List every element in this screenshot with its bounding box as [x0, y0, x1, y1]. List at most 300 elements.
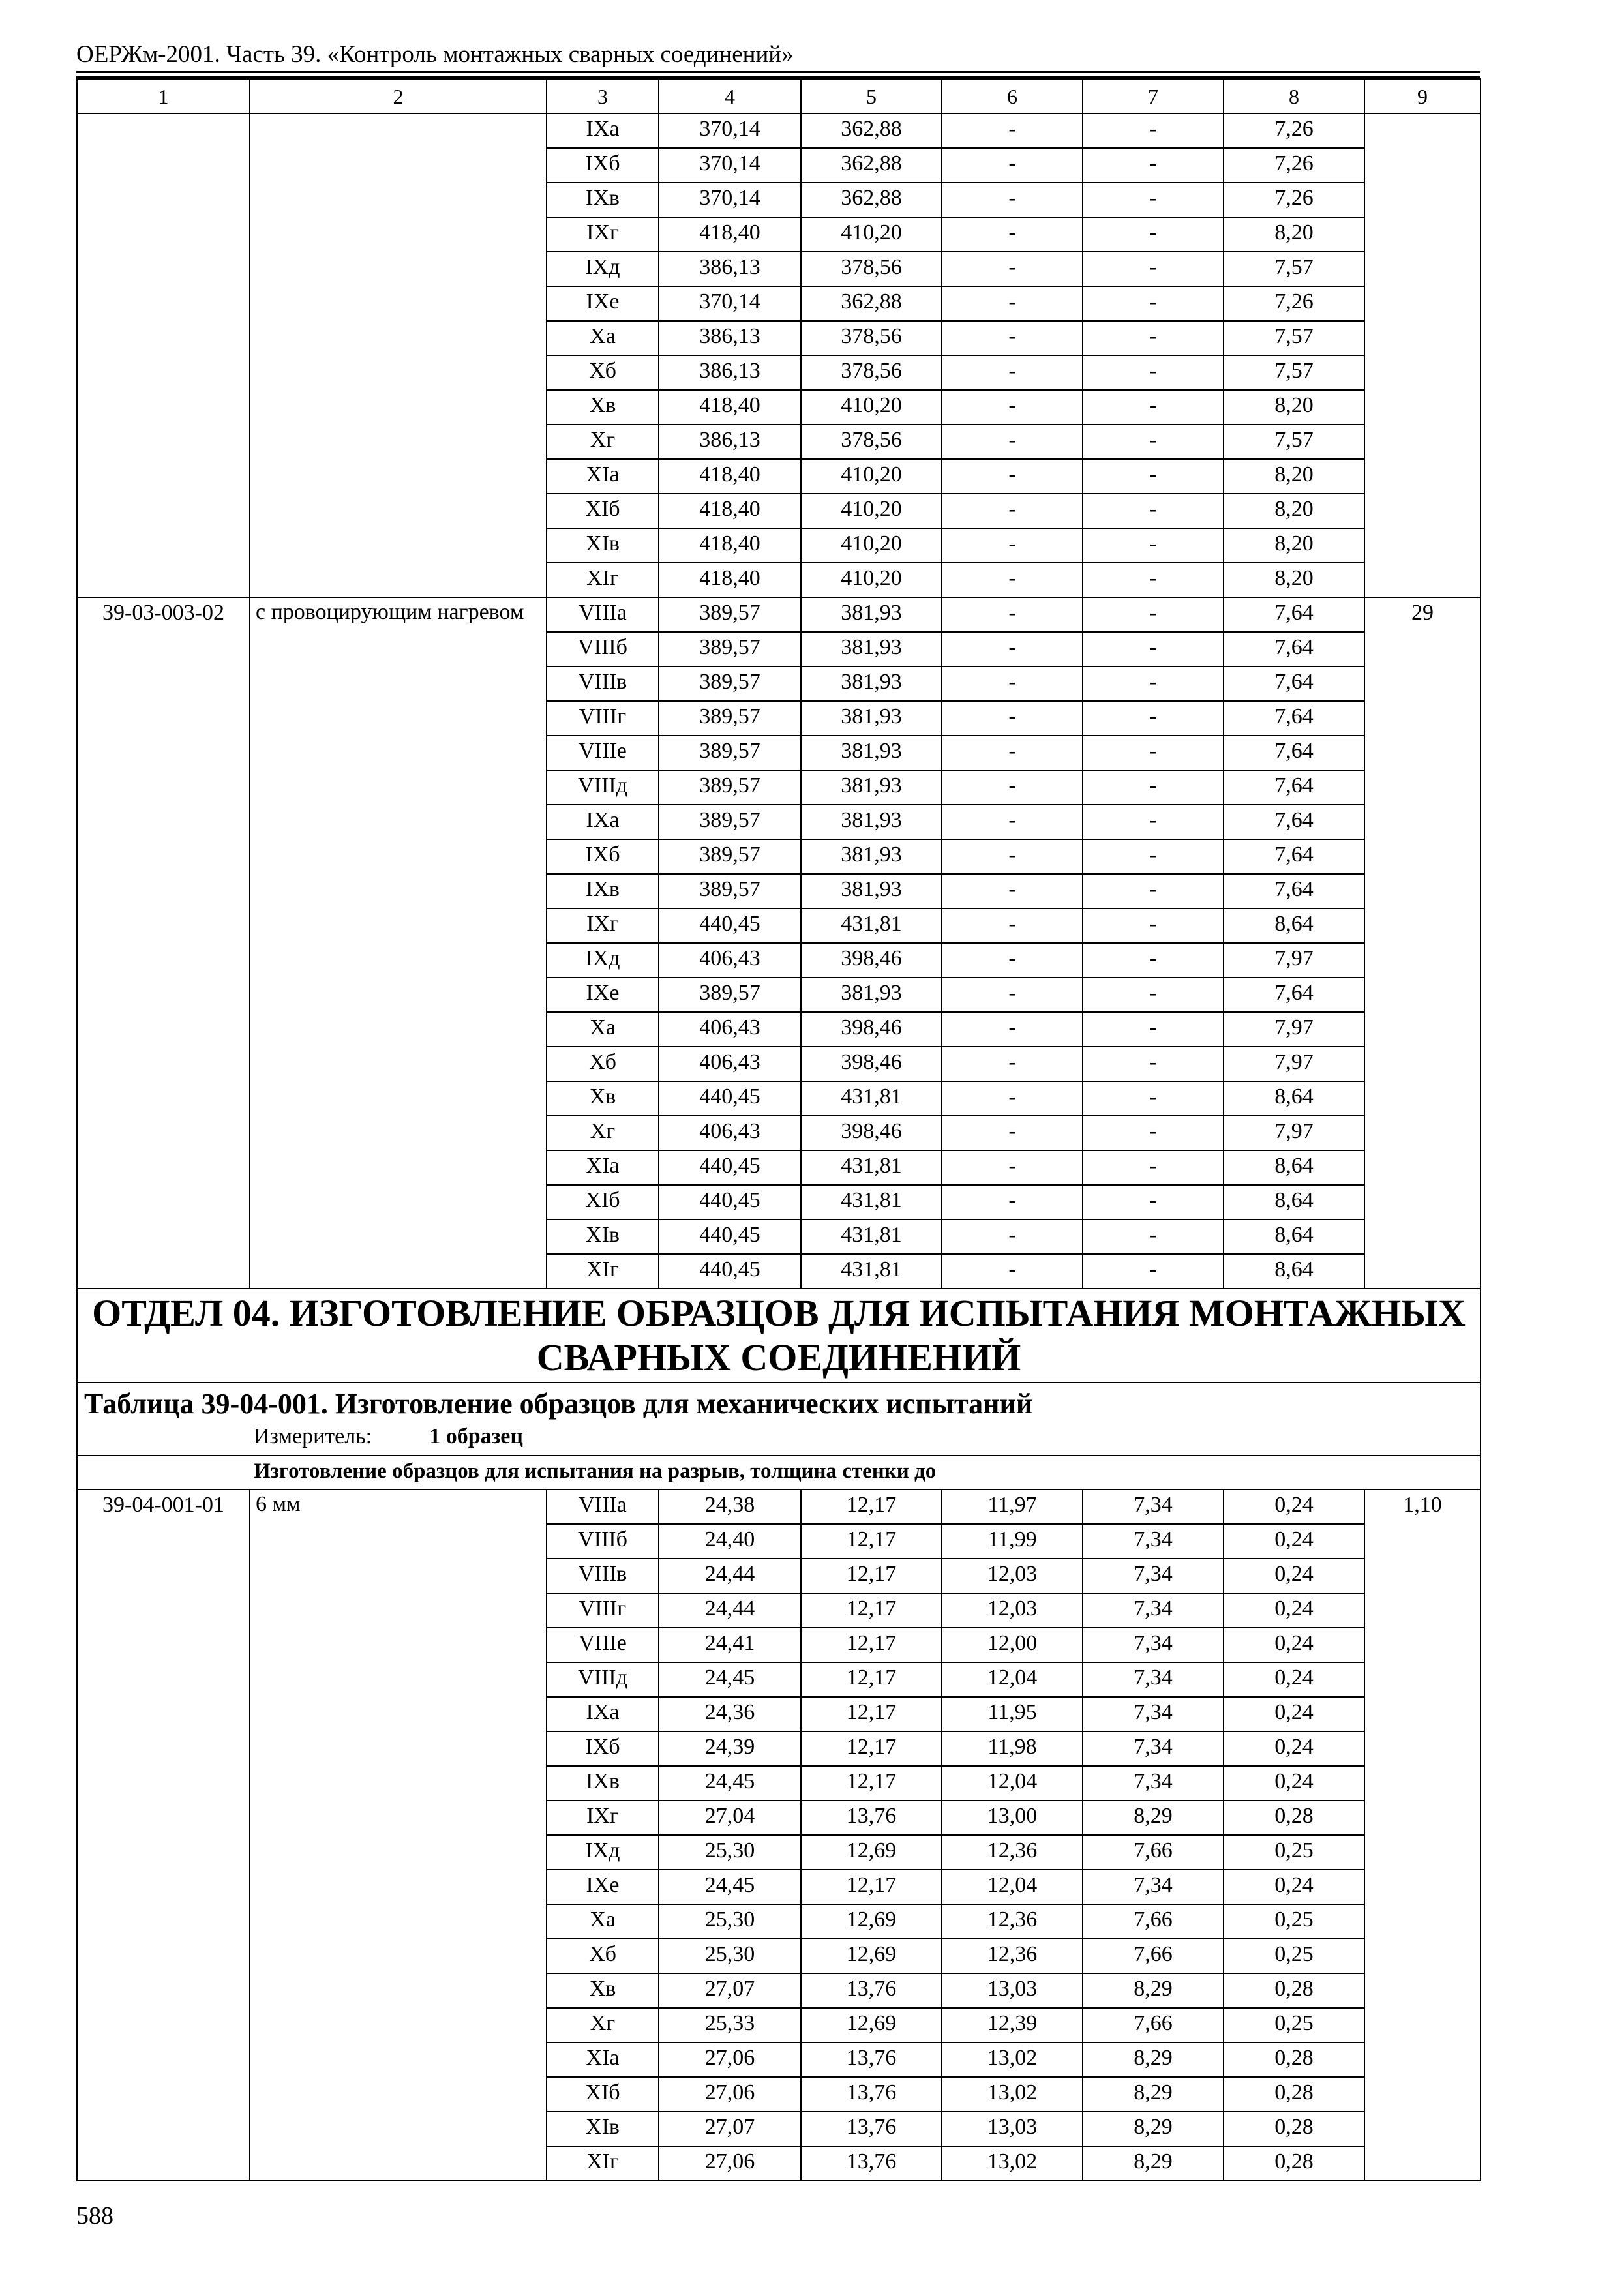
grade-cell: Xа — [547, 1012, 659, 1047]
value-cell-col4: 440,45 — [659, 1081, 801, 1116]
table-row — [77, 113, 1481, 148]
value-cell-col4: 418,40 — [659, 494, 801, 528]
table-title-row — [77, 1383, 1481, 1456]
value-cell-col8: 0,24 — [1224, 1628, 1364, 1662]
value-cell-col8: 8,64 — [1224, 908, 1364, 943]
value-cell-col5: 381,93 — [801, 874, 942, 908]
value-cell-col7: - — [1083, 1012, 1224, 1047]
work-description — [250, 113, 547, 597]
value-cell-col8: 7,97 — [1224, 1047, 1364, 1081]
value-cell-col6: - — [942, 1219, 1083, 1254]
value-cell-col6: - — [942, 978, 1083, 1012]
value-cell-col5: 431,81 — [801, 1150, 942, 1185]
value-cell-col5: 410,20 — [801, 563, 942, 597]
value-cell-col5: 431,81 — [801, 1219, 942, 1254]
table-title: Таблица 39-04-001. Изготовление образцов для механических испытаний — [84, 1388, 1033, 1420]
grade-cell: Xг — [547, 2008, 659, 2042]
grade-cell: VIIIв — [547, 1559, 659, 1593]
value-cell-col4: 406,43 — [659, 1116, 801, 1150]
value-cell-col6: 13,03 — [942, 1973, 1083, 2008]
grade-cell: IXа — [547, 113, 659, 148]
value-cell-col6: - — [942, 1254, 1083, 1289]
column-number: 7 — [1083, 79, 1224, 113]
value-cell-col8: 7,64 — [1224, 632, 1364, 666]
value-cell-col8: 7,64 — [1224, 701, 1364, 736]
grade-cell: IXа — [547, 805, 659, 839]
column-number: 4 — [659, 79, 801, 113]
value-cell-col5: 381,93 — [801, 666, 942, 701]
value-cell-col4: 440,45 — [659, 908, 801, 943]
value-cell-col4: 370,14 — [659, 183, 801, 217]
grade-cell: XIв — [547, 528, 659, 563]
value-cell-col5: 381,93 — [801, 597, 942, 632]
value-cell-col5: 431,81 — [801, 1254, 942, 1289]
subhead-row — [77, 1456, 1481, 1489]
value-cell-col5: 12,69 — [801, 1939, 942, 1973]
value-cell-col4: 440,45 — [659, 1254, 801, 1289]
value-cell-col6: 11,98 — [942, 1731, 1083, 1766]
grade-cell: IXг — [547, 1801, 659, 1835]
value-cell-col5: 12,17 — [801, 1731, 942, 1766]
grade-cell: IXв — [547, 183, 659, 217]
value-cell-col5: 431,81 — [801, 1081, 942, 1116]
grade-cell: IXг — [547, 908, 659, 943]
value-cell-col5: 12,69 — [801, 1904, 942, 1939]
value-cell-col4: 386,13 — [659, 321, 801, 355]
value-cell-col4: 440,45 — [659, 1219, 801, 1254]
value-cell-col7: 7,34 — [1083, 1489, 1224, 1524]
value-cell-col8: 0,24 — [1224, 1489, 1364, 1524]
value-cell-col5: 362,88 — [801, 113, 942, 148]
value-cell-col8: 0,28 — [1224, 1801, 1364, 1835]
value-cell-col8: 7,57 — [1224, 252, 1364, 286]
value-cell-col6: - — [942, 494, 1083, 528]
value-cell-col4: 25,30 — [659, 1835, 801, 1870]
rates-table — [76, 78, 1481, 2181]
value-cell-col5: 13,76 — [801, 1973, 942, 2008]
table-row — [77, 1489, 1481, 1524]
grade-cell: IXе — [547, 1870, 659, 1904]
value-cell-col5: 12,17 — [801, 1489, 942, 1524]
value-cell-col7: - — [1083, 252, 1224, 286]
grade-cell: Xг — [547, 1116, 659, 1150]
value-cell-col8: 0,24 — [1224, 1766, 1364, 1801]
value-cell-col7: - — [1083, 736, 1224, 770]
section-title: ОТДЕЛ 04. ИЗГОТОВЛЕНИЕ ОБРАЗЦОВ ДЛЯ ИСПЫТАНИЯ МОНТАЖНЫХ СВАРНЫХ СОЕДИНЕНИЙ — [77, 1289, 1481, 1383]
value-cell-col5: 378,56 — [801, 252, 942, 286]
value-cell-col6: - — [942, 286, 1083, 321]
value-cell-col5: 381,93 — [801, 701, 942, 736]
grade-cell: Xг — [547, 425, 659, 459]
value-cell-col8: 8,64 — [1224, 1254, 1364, 1289]
value-cell-col5: 12,17 — [801, 1766, 942, 1801]
value-cell-col8: 7,64 — [1224, 666, 1364, 701]
value-cell-col4: 418,40 — [659, 217, 801, 252]
value-cell-col7: - — [1083, 1254, 1224, 1289]
value-cell-col8: 0,28 — [1224, 2112, 1364, 2146]
value-cell-col5: 12,17 — [801, 1559, 942, 1593]
grade-cell: VIIIб — [547, 632, 659, 666]
column-number-row — [77, 79, 1481, 113]
value-cell-col5: 12,17 — [801, 1593, 942, 1628]
value-cell-col7: 8,29 — [1083, 1973, 1224, 2008]
grade-cell: IXе — [547, 978, 659, 1012]
value-cell-col7: - — [1083, 113, 1224, 148]
value-cell-col8: 8,64 — [1224, 1219, 1364, 1254]
value-cell-col6: - — [942, 217, 1083, 252]
value-cell-col5: 12,17 — [801, 1870, 942, 1904]
value-cell-col7: - — [1083, 701, 1224, 736]
grade-cell: XIг — [547, 1254, 659, 1289]
value-cell-col6: - — [942, 459, 1083, 494]
value-cell-col4: 24,44 — [659, 1593, 801, 1628]
value-cell-col8: 8,64 — [1224, 1081, 1364, 1116]
value-cell-col6: 12,04 — [942, 1766, 1083, 1801]
grade-cell: IXе — [547, 286, 659, 321]
value-cell-col7: 7,34 — [1083, 1766, 1224, 1801]
value-cell-col7: 7,66 — [1083, 1835, 1224, 1870]
value-cell-col8: 8,20 — [1224, 217, 1364, 252]
value-cell-col7: - — [1083, 286, 1224, 321]
grade-cell: Xв — [547, 1081, 659, 1116]
value-cell-col5: 13,76 — [801, 2146, 942, 2181]
value-cell-col7: - — [1083, 217, 1224, 252]
value-cell-col6: - — [942, 1012, 1083, 1047]
value-cell-col8: 0,24 — [1224, 1731, 1364, 1766]
grade-cell: XIг — [547, 2146, 659, 2181]
grade-cell: Xб — [547, 1939, 659, 1973]
rate-code — [77, 113, 250, 597]
value-cell-col6: - — [942, 874, 1083, 908]
value-cell-col5: 362,88 — [801, 286, 942, 321]
value-cell-col7: 8,29 — [1083, 1801, 1224, 1835]
value-cell-col7: 7,66 — [1083, 1939, 1224, 1973]
value-cell-col6: 13,02 — [942, 2146, 1083, 2181]
value-cell-col6: 11,95 — [942, 1697, 1083, 1731]
value-cell-col8: 0,28 — [1224, 2077, 1364, 2112]
grade-cell: IXб — [547, 148, 659, 183]
value-cell-col6: 12,04 — [942, 1870, 1083, 1904]
value-cell-col8: 8,64 — [1224, 1150, 1364, 1185]
rate-code: 39-03-003-02 — [77, 597, 250, 1289]
value-cell-col6: - — [942, 355, 1083, 390]
value-cell-col5: 381,93 — [801, 805, 942, 839]
value-cell-col5: 13,76 — [801, 2112, 942, 2146]
grade-cell: VIIIе — [547, 1628, 659, 1662]
value-cell-col4: 370,14 — [659, 113, 801, 148]
value-cell-col5: 13,76 — [801, 1801, 942, 1835]
value-cell-col4: 389,57 — [659, 632, 801, 666]
value-cell-col6: - — [942, 701, 1083, 736]
value-cell-col4: 418,40 — [659, 459, 801, 494]
column-number: 3 — [547, 79, 659, 113]
value-cell-col6: - — [942, 252, 1083, 286]
measurement-unit-value: 1 образец — [429, 1424, 523, 1448]
value-cell-col8: 7,64 — [1224, 874, 1364, 908]
value-cell-col5: 12,17 — [801, 1662, 942, 1697]
value-cell-col8: 0,25 — [1224, 1904, 1364, 1939]
value-cell-col6: - — [942, 113, 1083, 148]
value-cell-col8: 0,25 — [1224, 2008, 1364, 2042]
value-cell-col8: 0,24 — [1224, 1524, 1364, 1559]
value-cell-col6: - — [942, 1116, 1083, 1150]
value-cell-col4: 406,43 — [659, 1047, 801, 1081]
value-cell-col8: 7,64 — [1224, 805, 1364, 839]
value-cell-col6: 11,99 — [942, 1524, 1083, 1559]
value-cell-col6: - — [942, 805, 1083, 839]
grade-cell: IXд — [547, 1835, 659, 1870]
value-cell-col8: 0,24 — [1224, 1662, 1364, 1697]
table-title-cell — [77, 1383, 1481, 1456]
value-cell-col4: 389,57 — [659, 874, 801, 908]
value-cell-col8: 8,20 — [1224, 459, 1364, 494]
value-cell-col7: - — [1083, 425, 1224, 459]
value-cell-col7: - — [1083, 494, 1224, 528]
value-cell-col6: 13,03 — [942, 2112, 1083, 2146]
value-cell-col8: 8,20 — [1224, 528, 1364, 563]
grade-cell: IXв — [547, 874, 659, 908]
value-cell-col7: - — [1083, 1047, 1224, 1081]
value-cell-col5: 12,17 — [801, 1524, 942, 1559]
value-cell-col6: - — [942, 528, 1083, 563]
grade-cell: XIб — [547, 2077, 659, 2112]
value-cell-col6: - — [942, 183, 1083, 217]
value-cell-col5: 12,17 — [801, 1697, 942, 1731]
value-cell-col8: 0,25 — [1224, 1835, 1364, 1870]
grade-cell: Xв — [547, 390, 659, 425]
value-cell-col5: 12,69 — [801, 2008, 942, 2042]
rates-table-body — [77, 79, 1481, 2181]
value-cell-col8: 7,57 — [1224, 425, 1364, 459]
table-row — [77, 597, 1481, 632]
value-cell-col8: 7,57 — [1224, 355, 1364, 390]
column-9-value — [1364, 113, 1481, 597]
rate-code: 39-04-001-01 — [77, 1489, 250, 2181]
grade-cell: XIа — [547, 2042, 659, 2077]
grade-cell: VIIIд — [547, 1662, 659, 1697]
value-cell-col4: 24,39 — [659, 1731, 801, 1766]
value-cell-col4: 389,57 — [659, 805, 801, 839]
grade-cell: Xб — [547, 1047, 659, 1081]
column-9-value: 29 — [1364, 597, 1481, 1289]
value-cell-col4: 25,30 — [659, 1904, 801, 1939]
value-cell-col7: - — [1083, 321, 1224, 355]
value-cell-col4: 389,57 — [659, 597, 801, 632]
value-cell-col7: 8,29 — [1083, 2146, 1224, 2181]
work-description: 6 мм — [250, 1489, 547, 2181]
value-cell-col5: 381,93 — [801, 770, 942, 805]
value-cell-col8: 8,64 — [1224, 1185, 1364, 1219]
value-cell-col5: 381,93 — [801, 839, 942, 874]
value-cell-col7: 7,34 — [1083, 1524, 1224, 1559]
value-cell-col6: - — [942, 148, 1083, 183]
value-cell-col7: - — [1083, 839, 1224, 874]
value-cell-col8: 7,26 — [1224, 286, 1364, 321]
grade-cell: IXа — [547, 1697, 659, 1731]
value-cell-col5: 362,88 — [801, 183, 942, 217]
value-cell-col7: - — [1083, 355, 1224, 390]
work-group-heading: Изготовление образцов для испытания на разрыв, толщина стенки до — [77, 1456, 1481, 1489]
value-cell-col5: 13,76 — [801, 2077, 942, 2112]
value-cell-col7: - — [1083, 1116, 1224, 1150]
value-cell-col6: 12,04 — [942, 1662, 1083, 1697]
value-cell-col8: 7,97 — [1224, 1116, 1364, 1150]
value-cell-col6: - — [942, 390, 1083, 425]
value-cell-col4: 406,43 — [659, 1012, 801, 1047]
value-cell-col6: 13,02 — [942, 2042, 1083, 2077]
value-cell-col4: 370,14 — [659, 148, 801, 183]
value-cell-col6: - — [942, 839, 1083, 874]
grade-cell: VIIIд — [547, 770, 659, 805]
value-cell-col4: 25,33 — [659, 2008, 801, 2042]
value-cell-col5: 398,46 — [801, 1047, 942, 1081]
value-cell-col6: - — [942, 1150, 1083, 1185]
value-cell-col7: 7,34 — [1083, 1697, 1224, 1731]
value-cell-col8: 7,26 — [1224, 148, 1364, 183]
value-cell-col8: 7,64 — [1224, 736, 1364, 770]
value-cell-col7: - — [1083, 770, 1224, 805]
value-cell-col5: 362,88 — [801, 148, 942, 183]
value-cell-col6: 12,03 — [942, 1593, 1083, 1628]
value-cell-col7: 7,34 — [1083, 1628, 1224, 1662]
value-cell-col6: - — [942, 1081, 1083, 1116]
value-cell-col4: 24,38 — [659, 1489, 801, 1524]
column-number: 5 — [801, 79, 942, 113]
value-cell-col4: 27,07 — [659, 1973, 801, 2008]
value-cell-col4: 27,06 — [659, 2146, 801, 2181]
value-cell-col8: 0,24 — [1224, 1593, 1364, 1628]
value-cell-col5: 410,20 — [801, 217, 942, 252]
grade-cell: XIа — [547, 459, 659, 494]
column-number: 6 — [942, 79, 1083, 113]
grade-cell: VIIIа — [547, 1489, 659, 1524]
value-cell-col6: - — [942, 632, 1083, 666]
value-cell-col5: 378,56 — [801, 355, 942, 390]
value-cell-col7: - — [1083, 805, 1224, 839]
grade-cell: XIг — [547, 563, 659, 597]
value-cell-col7: - — [1083, 563, 1224, 597]
value-cell-col5: 410,20 — [801, 528, 942, 563]
value-cell-col4: 24,36 — [659, 1697, 801, 1731]
grade-cell: IXг — [547, 217, 659, 252]
value-cell-col4: 25,30 — [659, 1939, 801, 1973]
value-cell-col6: - — [942, 943, 1083, 978]
grade-cell: IXв — [547, 1766, 659, 1801]
value-cell-col6: - — [942, 1185, 1083, 1219]
value-cell-col6: 12,00 — [942, 1628, 1083, 1662]
grade-cell: IXд — [547, 252, 659, 286]
value-cell-col7: 8,29 — [1083, 2042, 1224, 2077]
value-cell-col8: 7,97 — [1224, 1012, 1364, 1047]
grade-cell: IXб — [547, 839, 659, 874]
section-row — [77, 1289, 1481, 1383]
grade-cell: Xб — [547, 355, 659, 390]
value-cell-col8: 7,64 — [1224, 597, 1364, 632]
value-cell-col7: - — [1083, 874, 1224, 908]
grade-cell: XIб — [547, 1185, 659, 1219]
grade-cell: IXд — [547, 943, 659, 978]
value-cell-col4: 389,57 — [659, 839, 801, 874]
value-cell-col6: 12,36 — [942, 1939, 1083, 1973]
value-cell-col4: 24,45 — [659, 1766, 801, 1801]
value-cell-col7: - — [1083, 978, 1224, 1012]
value-cell-col7: 7,66 — [1083, 2008, 1224, 2042]
value-cell-col4: 418,40 — [659, 528, 801, 563]
value-cell-col7: 7,34 — [1083, 1662, 1224, 1697]
value-cell-col4: 386,13 — [659, 355, 801, 390]
value-cell-col4: 440,45 — [659, 1185, 801, 1219]
value-cell-col6: - — [942, 908, 1083, 943]
value-cell-col4: 406,43 — [659, 943, 801, 978]
value-cell-col6: - — [942, 563, 1083, 597]
value-cell-col7: 8,29 — [1083, 2077, 1224, 2112]
grade-cell: XIв — [547, 1219, 659, 1254]
value-cell-col7: - — [1083, 1081, 1224, 1116]
value-cell-col7: - — [1083, 148, 1224, 183]
value-cell-col5: 410,20 — [801, 459, 942, 494]
value-cell-col5: 431,81 — [801, 908, 942, 943]
value-cell-col6: - — [942, 1047, 1083, 1081]
value-cell-col4: 27,04 — [659, 1801, 801, 1835]
grade-cell: VIIIе — [547, 736, 659, 770]
value-cell-col7: - — [1083, 1150, 1224, 1185]
value-cell-col7: - — [1083, 183, 1224, 217]
value-cell-col5: 381,93 — [801, 978, 942, 1012]
value-cell-col4: 386,13 — [659, 425, 801, 459]
value-cell-col8: 0,24 — [1224, 1559, 1364, 1593]
value-cell-col5: 12,69 — [801, 1835, 942, 1870]
grade-cell: Xв — [547, 1973, 659, 2008]
value-cell-col6: - — [942, 425, 1083, 459]
grade-cell: Xа — [547, 321, 659, 355]
value-cell-col5: 13,76 — [801, 2042, 942, 2077]
value-cell-col6: 12,36 — [942, 1904, 1083, 1939]
column-number: 2 — [250, 79, 547, 113]
grade-cell: VIIIг — [547, 1593, 659, 1628]
grade-cell: XIв — [547, 2112, 659, 2146]
header-rule — [76, 71, 1480, 73]
value-cell-col6: - — [942, 597, 1083, 632]
value-cell-col7: - — [1083, 597, 1224, 632]
value-cell-col5: 381,93 — [801, 632, 942, 666]
value-cell-col6: 12,36 — [942, 1835, 1083, 1870]
value-cell-col8: 0,28 — [1224, 2146, 1364, 2181]
value-cell-col4: 418,40 — [659, 563, 801, 597]
grade-cell: VIIIа — [547, 597, 659, 632]
grade-cell: IXб — [547, 1731, 659, 1766]
value-cell-col5: 378,56 — [801, 425, 942, 459]
value-cell-col6: - — [942, 321, 1083, 355]
value-cell-col8: 8,20 — [1224, 563, 1364, 597]
value-cell-col7: 7,34 — [1083, 1731, 1224, 1766]
value-cell-col6: - — [942, 666, 1083, 701]
value-cell-col4: 24,40 — [659, 1524, 801, 1559]
value-cell-col8: 8,20 — [1224, 494, 1364, 528]
value-cell-col7: - — [1083, 908, 1224, 943]
value-cell-col4: 389,57 — [659, 701, 801, 736]
grade-cell: XIб — [547, 494, 659, 528]
value-cell-col6: - — [942, 736, 1083, 770]
value-cell-col8: 7,64 — [1224, 839, 1364, 874]
value-cell-col5: 381,93 — [801, 736, 942, 770]
value-cell-col5: 398,46 — [801, 943, 942, 978]
grade-cell: VIIIг — [547, 701, 659, 736]
measurement-unit — [78, 1424, 1480, 1450]
value-cell-col7: - — [1083, 666, 1224, 701]
value-cell-col8: 8,20 — [1224, 390, 1364, 425]
value-cell-col5: 12,17 — [801, 1628, 942, 1662]
value-cell-col8: 7,26 — [1224, 183, 1364, 217]
